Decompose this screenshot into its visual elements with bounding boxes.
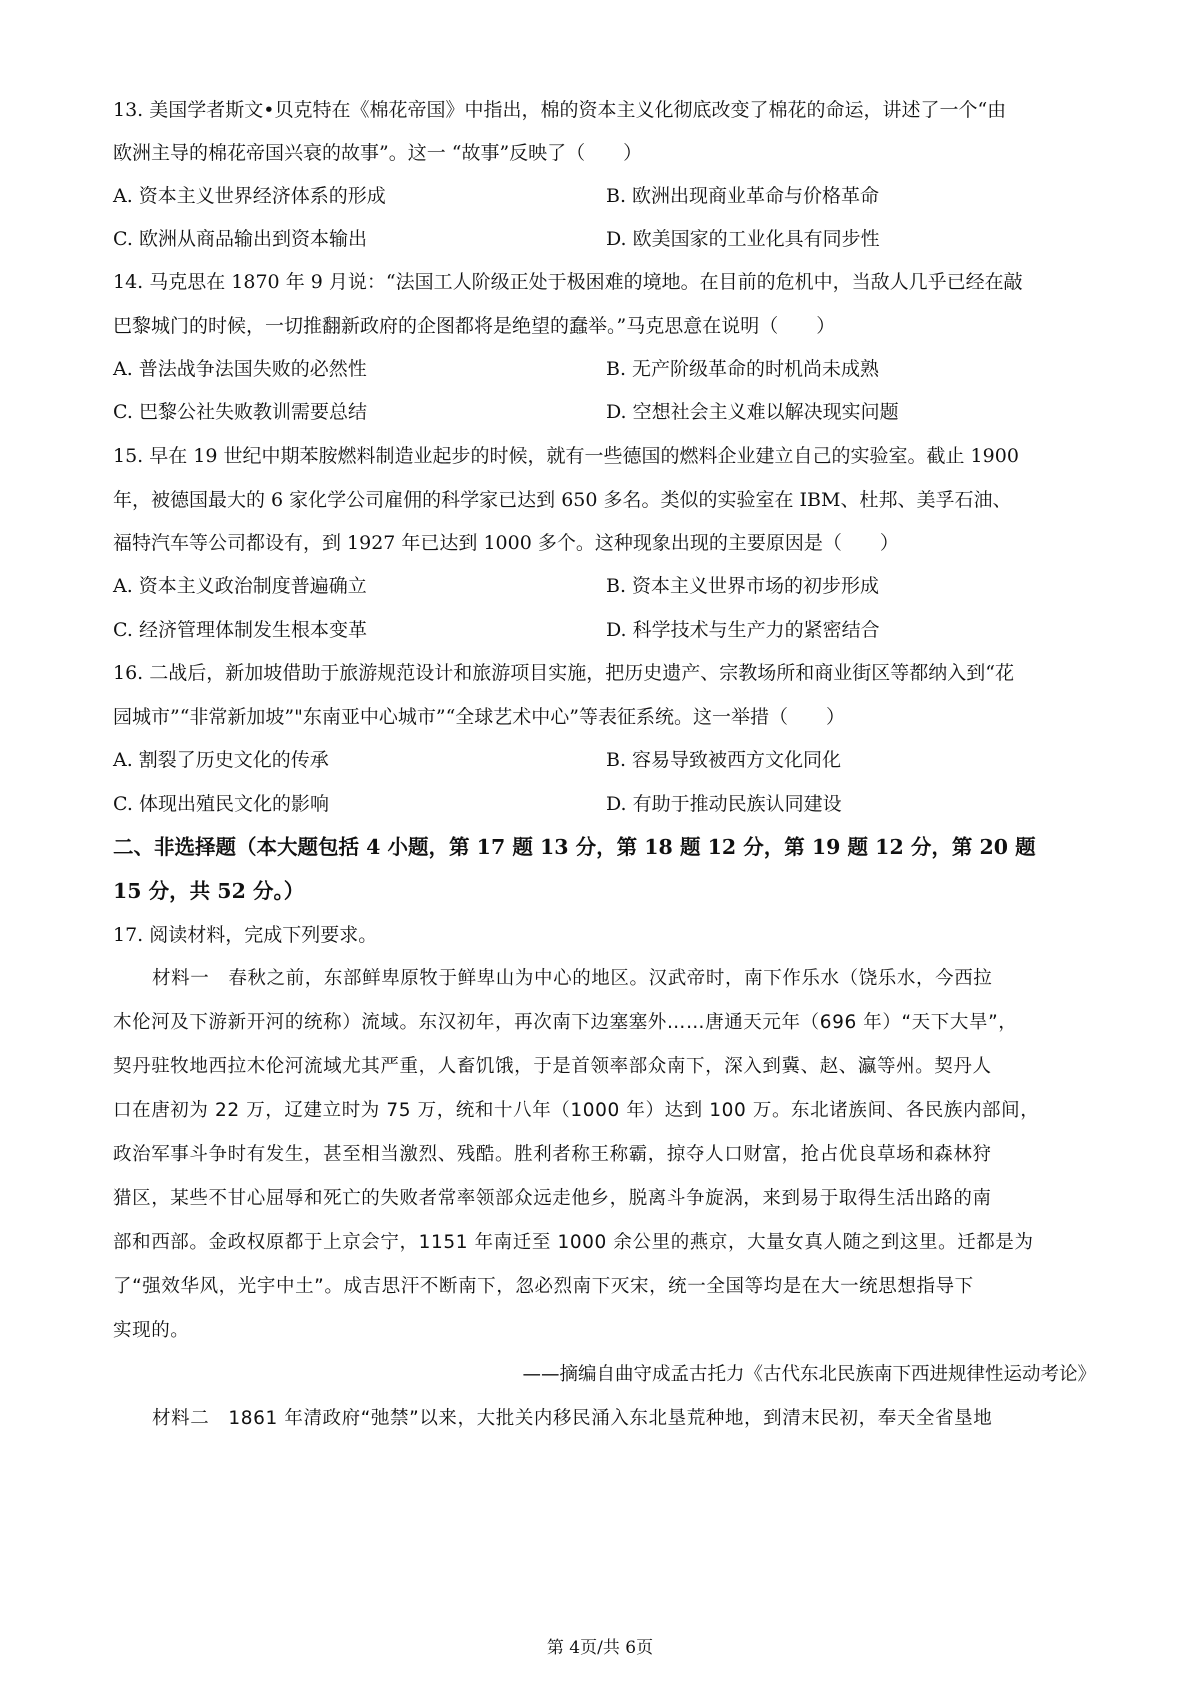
q14-stem-line2: 巴黎城门的时候，一切推翻新政府的企图都将是绝望的蠢举。”马克思意在说明（ ）: [113, 315, 836, 337]
q15-stem-line1: 15. 早在 19 世纪中期苯胺燃料制造业起步的时候，就有一些德国的燃料企业建立自己的实验室。截止 1900: [113, 445, 1019, 467]
material1-line: 材料一 春秋之前，东部鲜卑原牧于鲜卑山为中心的地区。汉武帝时，南下作乐水（饶乐水，今西拉: [152, 968, 993, 989]
q13-stem-line2: 欧洲主导的棉花帝国兴衰的故事”。这一 “故事”反映了（ ）: [113, 142, 643, 164]
q16-option-a: A. 割裂了历史文化的传承: [113, 749, 329, 771]
q14-option-c: C. 巴黎公社失败教训需要总结: [113, 401, 367, 423]
q16-option-d: D. 有助于推动民族认同建设: [606, 793, 842, 815]
q13-option-c: C. 欧洲从商品输出到资本输出: [113, 228, 367, 250]
q16-stem-line1: 16. 二战后，新加坡借助于旅游规范设计和旅游项目实施，把历史遗产、宗教场所和商业街区等都纳入到“花: [113, 662, 1014, 684]
material1-line: 实现的。: [113, 1320, 190, 1341]
q16-option-c: C. 体现出殖民文化的影响: [113, 793, 329, 815]
q13-option-d: D. 欧美国家的工业化具有同步性: [606, 228, 880, 250]
material2-line: 材料二 1861 年清政府“弛禁”以来，大批关内移民涌入东北垦荒种地，到清末民初，奉天全省垦地: [152, 1408, 993, 1429]
material1-line: 了“强效华风，光宇中土”。成吉思汗不断南下，忽必烈南下灭宋，统一全国等均是在大一统思想指导下: [113, 1276, 974, 1297]
q15-option-c: C. 经济管理体制发生根本变革: [113, 619, 367, 641]
q15-option-d: D. 科学技术与生产力的紧密结合: [606, 619, 880, 641]
q15-stem-line2: 年，被德国最大的 6 家化学公司雇佣的科学家已达到 650 多名。类似的实验室在 IBM、杜邦、美孚石油、: [113, 489, 1012, 511]
section2-heading-line1: 二、非选择题（本大题包括 4 小题，第 17 题 13 分，第 18 题 12 分，第 19 题 12 分，第 20 题: [113, 835, 1036, 859]
q15-stem-line3: 福特汽车等公司都设有，到 1927 年已达到 1000 多个。这种现象出现的主要原因是（ ）: [113, 532, 899, 554]
material1-line: 政治军事斗争时有发生，甚至相当激烈、残酷。胜利者称王称霸，掠夺人口财富，抢占优良草场和森林狩: [113, 1144, 992, 1165]
q13-option-b: B. 欧洲出现商业革命与价格革命: [606, 185, 880, 207]
q14-option-a: A. 普法战争法国失败的必然性: [113, 358, 367, 380]
section2-heading-line2: 15 分，共 52 分。）: [113, 879, 305, 903]
material1-line: 口在唐初为 22 万，辽建立时为 75 万，统和十八年（1000 年）达到 100 万。东北诸族间、各民族内部间，: [113, 1100, 1040, 1121]
q13-option-a: A. 资本主义世界经济体系的形成: [113, 185, 386, 207]
material1-line: 契丹驻牧地西拉木伦河流域尤其严重，人畜饥饿，于是首领率部众南下，深入到冀、赵、瀛等州。契丹人: [113, 1056, 992, 1077]
q13-stem-line1: 13. 美国学者斯文•贝克特在《棉花帝国》中指出，棉的资本主义化彻底改变了棉花的命运，讲述了一个“由: [113, 99, 1007, 121]
q17-prompt: 17. 阅读材料，完成下列要求。: [113, 924, 378, 946]
q16-stem-line2: 园城市”“非常新加坡”"东南亚中心城市”“全球艺术中心”等表征系统。这一举措（ ）: [113, 706, 846, 728]
page-number-footer: 第 4页/共 6页: [546, 1638, 654, 1658]
q14-option-d: D. 空想社会主义难以解决现实问题: [606, 401, 899, 423]
material1-line: 部和西部。金政权原都于上京会宁，1151 年南迁至 1000 余公里的燕京，大量女真人随之到这里。迁都是为: [113, 1232, 1034, 1253]
material1-line: 木伦河及下游新开河的统称）流域。东汉初年，再次南下边塞塞外……唐通天元年（696 年）“天下大旱”，: [113, 1012, 1018, 1033]
material1-source: ——摘编自曲守成孟古托力《古代东北民族南下西进规律性运动考论》: [522, 1364, 1096, 1385]
q14-stem-line1: 14. 马克思在 1870 年 9 月说：“法国工人阶级正处于极困难的境地。在目前的危机中，当敌人几乎已经在敲: [113, 271, 1023, 293]
q15-option-a: A. 资本主义政治制度普遍确立: [113, 575, 367, 597]
q14-option-b: B. 无产阶级革命的时机尚未成熟: [606, 358, 880, 380]
q16-option-b: B. 容易导致被西方文化同化: [606, 749, 842, 771]
material1-line: 猎区，某些不甘心屈辱和死亡的失败者常率领部众远走他乡，脱离斗争旋涡，来到易于取得生活出路的南: [113, 1188, 992, 1209]
q15-option-b: B. 资本主义世界市场的初步形成: [606, 575, 880, 597]
